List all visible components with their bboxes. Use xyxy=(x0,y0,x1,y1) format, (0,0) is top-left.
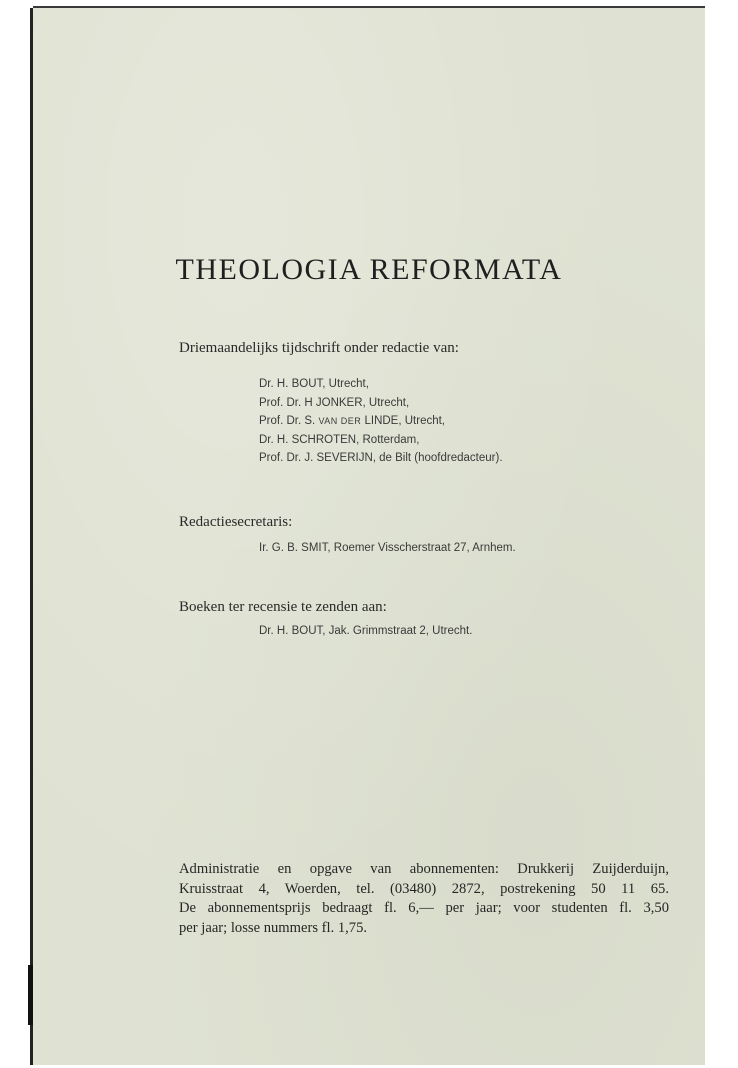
journal-page xyxy=(33,8,705,1065)
reviews-heading: Boeken ter recensie te zenden aan: xyxy=(179,599,387,615)
administration-block xyxy=(179,860,669,938)
reviews-entry: Dr. H. BOUT, Jak. Grimmstraat 2, Utrecht. xyxy=(259,625,473,637)
journal-title: THEOLOGIA REFORMATA xyxy=(175,253,563,286)
administration-line: De abonnementsprijs bedraagt fl. 6,— per jaar; voor studenten fl. 3,50 xyxy=(179,900,669,916)
editor-entry: Dr. H. BOUT, Utrecht, xyxy=(259,378,369,390)
editor-entry: Prof. Dr. S. VAN DER LINDE, Utrecht, xyxy=(259,415,445,428)
editor-entry: Dr. H. SCHROTEN, Rotterdam, xyxy=(259,433,420,446)
administration-line: Kruisstraat 4, Woerden, tel. (03480) 2872, postrekening 50 11 65. xyxy=(179,880,669,897)
editor-entry: Prof. Dr. H JONKER, Utrecht, xyxy=(259,396,410,409)
administration-line: Administratie en opgave van abonnementen: Drukkerij Zuijderduijn, xyxy=(179,861,669,877)
editor-entry: Prof. Dr. J. SEVERIJN, de Bilt (hoofdredacteur). xyxy=(259,452,503,465)
administration-line: per jaar; losse nummers fl. 1,75. xyxy=(179,919,368,936)
secretary-entry: Ir. G. B. SMIT, Roemer Visscherstraat 27, Arnhem. xyxy=(259,542,516,554)
secretary-heading: Redactiesecretaris: xyxy=(179,514,293,530)
editorial-heading: Driemaandelijks tijdschrift onder redactie van: xyxy=(179,340,459,356)
editorial-members-list xyxy=(259,375,503,468)
